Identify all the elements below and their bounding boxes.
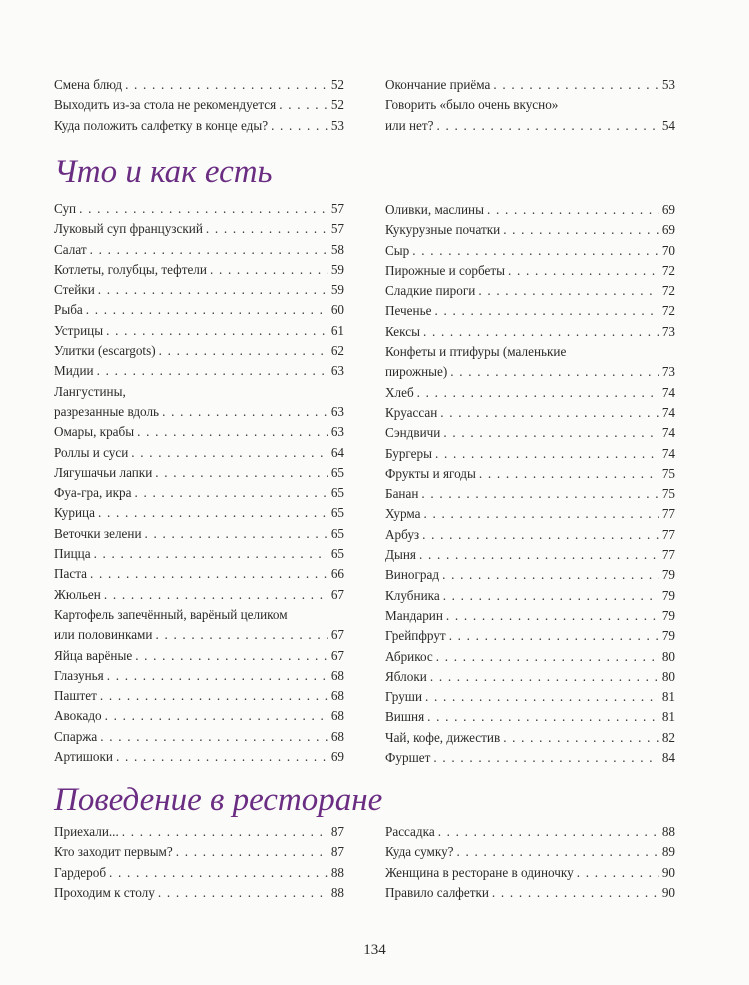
toc-entry: [54, 300, 344, 320]
toc-entry: [385, 504, 675, 524]
toc-entry: [54, 382, 344, 423]
dot-leader: [503, 728, 659, 748]
toc-entry: [385, 647, 675, 667]
dot-leader: [435, 444, 659, 464]
toc-entry-title: Яйца варёные: [54, 647, 133, 663]
toc-entry: [385, 75, 675, 95]
dot-leader: [577, 863, 659, 883]
toc-entry: [385, 261, 675, 281]
toc-top-right-column: [385, 75, 675, 136]
toc-entry-title: Куда положить салфетку в конце еды?: [54, 117, 269, 133]
toc-entry-page: 79: [661, 607, 675, 623]
toc-entry: [54, 422, 344, 442]
toc-entry: [54, 95, 344, 115]
dot-leader: [210, 260, 328, 280]
toc-entry-title: Смена блюд: [54, 77, 123, 92]
dot-leader: [155, 463, 328, 483]
toc-entry-page: 68: [330, 728, 344, 744]
dot-leader: [417, 383, 659, 403]
toc-entry-title: Окончание приёма: [385, 77, 491, 92]
dot-leader: [503, 220, 659, 240]
toc-entry-page: 69: [330, 749, 344, 765]
dot-leader: [79, 199, 328, 219]
toc-entry: [54, 727, 344, 747]
dot-leader: [122, 822, 328, 842]
toc-entry-title: Банан: [385, 486, 419, 502]
page-number: 134: [363, 942, 386, 958]
toc-entry-title: Сэндвичи: [385, 425, 441, 441]
toc-entry-title: Фуа-гра, икра: [54, 485, 132, 501]
toc-entry: [385, 301, 675, 321]
toc-entry: [54, 199, 344, 219]
toc-entry-page: 72: [661, 262, 675, 278]
toc-entry-title: Омары, крабы: [54, 424, 135, 440]
toc-entry: [54, 75, 344, 95]
toc-entry-page: 80: [661, 668, 675, 684]
dot-leader: [271, 116, 328, 136]
toc-entry-page: 59: [330, 282, 344, 298]
toc-top-left-column: [54, 75, 344, 136]
dot-leader: [131, 443, 328, 463]
toc-entry: [385, 95, 675, 136]
toc-entry-title: Сыр: [385, 242, 410, 258]
toc-entry-page: 79: [661, 587, 675, 603]
toc-entry-page: 81: [661, 709, 675, 725]
dot-leader: [446, 606, 659, 626]
toc-entry-page: 63: [330, 403, 344, 419]
toc-entry-title: Сладкие пироги: [385, 283, 476, 299]
toc-entry-title: Круассан: [385, 404, 438, 420]
dot-leader: [419, 545, 659, 565]
toc-section2-left-column: [54, 822, 344, 903]
toc-entry-page: 77: [661, 526, 675, 542]
toc-entry-page: 74: [661, 404, 675, 420]
toc-entry-title: Куда сумку?: [385, 844, 454, 860]
dot-leader: [206, 219, 328, 239]
toc-entry-page: 53: [661, 77, 675, 92]
toc-entry-title: Глазунья: [54, 667, 104, 683]
toc-entry-page: 54: [661, 117, 675, 133]
toc-entry-page: 63: [330, 424, 344, 440]
toc-entry: [385, 687, 675, 707]
toc-entry: [54, 686, 344, 706]
toc-entry: [54, 666, 344, 686]
dot-leader: [90, 240, 328, 260]
toc-entry-title: Арбуз: [385, 526, 420, 542]
toc-entry-title: Луковый суп французский: [54, 221, 203, 237]
toc-entry-title: Картофель запечённый, варёный целиком: [54, 606, 288, 622]
dot-leader: [422, 525, 659, 545]
dot-leader: [134, 483, 327, 503]
toc-entry: [54, 524, 344, 544]
toc-entry: [385, 281, 675, 301]
toc-entry-title: Улитки (escargots): [54, 343, 156, 359]
toc-entry-title: Хлеб: [385, 384, 414, 400]
toc-entry-title: Мидии: [54, 363, 94, 379]
toc-entry-page: 80: [661, 648, 675, 664]
toc-entry-title: Фрукты и ягоды: [385, 465, 476, 481]
toc-entry: [385, 464, 675, 484]
toc-entry-title: Салат: [54, 241, 87, 257]
dot-leader: [159, 341, 328, 361]
toc-entry-title: Пирожные и сорбеты: [385, 262, 506, 278]
toc-entry-page: 69: [661, 202, 675, 217]
dot-leader: [425, 687, 659, 707]
toc-entry-page: 72: [661, 283, 675, 299]
toc-section1-right-column: [385, 200, 675, 768]
dot-leader: [155, 625, 327, 645]
toc-entry: [54, 822, 344, 842]
toc-entry-page: 74: [661, 425, 675, 441]
toc-entry-title: Рыба: [54, 302, 83, 318]
toc-entry: [385, 667, 675, 687]
toc-entry-title: Кто заходит первым?: [54, 844, 173, 860]
toc-entry: [54, 503, 344, 523]
toc-entry-title: Паштет: [54, 688, 97, 704]
toc-entry: [54, 361, 344, 381]
toc-entry-title: Кукурузные початки: [385, 222, 501, 238]
dot-leader: [478, 281, 658, 301]
toc-entry-title: Приехали...: [54, 824, 119, 839]
toc-entry: [385, 403, 675, 423]
toc-entry-page: 82: [661, 729, 675, 745]
toc-entry-title: Женщина в ресторане в одиночку: [385, 864, 574, 880]
toc-entry: [385, 863, 675, 883]
dot-leader: [100, 686, 328, 706]
toc-entry: [385, 220, 675, 240]
toc-entry-page: 88: [330, 884, 344, 900]
toc-entry: [385, 342, 675, 383]
toc-entry-title: Выходить из-за стола не рекомендуется: [54, 97, 277, 113]
toc-entry: [54, 544, 344, 564]
toc-entry-page: 65: [330, 464, 344, 480]
toc-entry-title: Фуршет: [385, 750, 431, 766]
toc-entry-page: 62: [330, 343, 344, 359]
toc-entry-page: 53: [330, 117, 344, 133]
dot-leader: [457, 842, 659, 862]
dot-leader: [412, 241, 659, 261]
toc-entry: [54, 706, 344, 726]
toc-entry-title: Роллы и суси: [54, 444, 129, 460]
toc-entry-title: Бургеры: [385, 445, 432, 461]
toc-entry-title: Вишня: [385, 709, 425, 725]
dot-leader: [135, 646, 328, 666]
dot-leader: [279, 95, 328, 115]
toc-entry: [54, 219, 344, 239]
dot-leader: [162, 402, 328, 422]
section-heading-what-and-how-to-eat: Что и как есть: [54, 154, 273, 190]
dot-leader: [436, 647, 659, 667]
toc-entry-page: 88: [661, 824, 675, 839]
toc-entry: [54, 240, 344, 260]
toc-entry-title: Оливки, маслины: [385, 202, 484, 217]
toc-entry-page: 73: [661, 364, 675, 380]
dot-leader: [176, 842, 328, 862]
toc-entry-page: 87: [330, 824, 344, 839]
toc-entry-page: 60: [330, 302, 344, 318]
toc-entry-page: 65: [330, 485, 344, 501]
toc-entry: [54, 463, 344, 483]
toc-section1-left-column: [54, 199, 344, 767]
toc-entry-title: Лангустины,: [54, 383, 126, 399]
toc-entry-page: 67: [330, 647, 344, 663]
dot-leader: [450, 362, 659, 382]
dot-leader: [423, 322, 659, 342]
toc-entry-page: 73: [661, 323, 675, 339]
toc-entry-title: Лягушачьи лапки: [54, 464, 153, 480]
toc-entry: [54, 483, 344, 503]
toc-entry: [54, 747, 344, 767]
dot-leader: [442, 565, 659, 585]
dot-leader: [433, 748, 658, 768]
dot-leader: [125, 75, 328, 95]
dot-leader: [109, 863, 328, 883]
toc-entry-page: 68: [330, 688, 344, 704]
toc-entry: [54, 443, 344, 463]
toc-entry: [385, 423, 675, 443]
toc-entry-page: 75: [661, 486, 675, 502]
dot-leader: [137, 422, 328, 442]
toc-entry-page: 89: [661, 844, 675, 860]
toc-entry-title: Проходим к столу: [54, 884, 155, 900]
dot-leader: [90, 564, 328, 584]
toc-entry-title: Грейпфрут: [385, 628, 446, 644]
toc-entry-title: Правило салфетки: [385, 884, 489, 900]
toc-entry-title-continued: разрезанные вдоль: [54, 403, 160, 419]
toc-entry-title-continued: пирожные): [385, 364, 448, 380]
toc-entry: [385, 565, 675, 585]
dot-leader: [443, 586, 659, 606]
toc-entry-page: 90: [661, 884, 675, 900]
toc-entry-page: 64: [330, 444, 344, 460]
toc-entry: [54, 280, 344, 300]
dot-leader: [440, 403, 659, 423]
dot-leader: [158, 883, 328, 903]
toc-entry-page: 67: [330, 627, 344, 643]
dot-leader: [145, 524, 328, 544]
toc-entry: [385, 586, 675, 606]
dot-leader: [427, 707, 659, 727]
toc-entry-title: Груши: [385, 689, 423, 705]
toc-entry-page: 68: [330, 708, 344, 724]
toc-entry: [54, 605, 344, 646]
toc-entry-page: 75: [661, 465, 675, 481]
toc-entry-title: Устрицы: [54, 322, 104, 338]
toc-entry-page: 72: [661, 303, 675, 319]
toc-entry-title: Абрикос: [385, 648, 433, 664]
toc-entry-page: 57: [330, 221, 344, 237]
toc-entry-title: Печенье: [385, 303, 432, 319]
dot-leader: [437, 116, 659, 136]
toc-entry-page: 52: [330, 97, 344, 113]
toc-entry-page: 66: [330, 566, 344, 582]
toc-entry-title: Говорить «было очень вкусно»: [385, 97, 559, 113]
toc-entry: [385, 545, 675, 565]
toc-entry-page: 79: [661, 567, 675, 583]
toc-section2-right-column: [385, 822, 675, 903]
dot-leader: [98, 503, 328, 523]
dot-leader: [479, 464, 659, 484]
toc-entry-title: Паста: [54, 566, 88, 582]
toc-entry: [385, 444, 675, 464]
toc-entry-page: 59: [330, 261, 344, 277]
dot-leader: [104, 585, 328, 605]
dot-leader: [423, 504, 658, 524]
toc-entry-page: 65: [330, 525, 344, 541]
dot-leader: [487, 200, 659, 220]
dot-leader: [105, 706, 328, 726]
toc-entry: [385, 842, 675, 862]
dot-leader: [107, 666, 328, 686]
dot-leader: [86, 300, 328, 320]
toc-entry: [385, 383, 675, 403]
toc-entry: [385, 707, 675, 727]
toc-entry-title: Артишоки: [54, 749, 113, 765]
toc-entry-title: Кексы: [385, 323, 420, 339]
toc-entry-title: Дыня: [385, 547, 416, 563]
toc-entry-title: Хурма: [385, 506, 421, 522]
toc-entry-title: Чай, кофе, дижестив: [385, 729, 501, 745]
dot-leader: [94, 544, 328, 564]
toc-entry-page: 63: [330, 363, 344, 379]
toc-entry-page: 74: [661, 445, 675, 461]
toc-entry: [385, 606, 675, 626]
toc-entry-page: 52: [330, 77, 344, 92]
toc-entry-title: Клубника: [385, 587, 440, 603]
toc-entry: [54, 842, 344, 862]
dot-leader: [449, 626, 659, 646]
toc-entry: [54, 564, 344, 584]
toc-entry: [385, 626, 675, 646]
toc-entry-title: Веточки зелени: [54, 525, 142, 541]
toc-entry: [54, 116, 344, 136]
toc-entry-title: Гардероб: [54, 864, 107, 880]
toc-entry-page: 84: [661, 750, 675, 766]
toc-entry-title: Пицца: [54, 546, 91, 562]
toc-entry: [385, 883, 675, 903]
toc-entry: [54, 260, 344, 280]
toc-entry-page: 77: [661, 506, 675, 522]
section-heading-restaurant-behavior: Поведение в ресторане: [54, 782, 383, 818]
toc-entry-title: Суп: [54, 201, 77, 216]
toc-entry: [385, 525, 675, 545]
toc-entry-page: 57: [330, 201, 344, 216]
dot-leader: [421, 484, 658, 504]
toc-entry-page: 70: [661, 242, 675, 258]
toc-entry-title: Яблоки: [385, 668, 427, 684]
toc-entry-title: Котлеты, голубцы, тефтели: [54, 261, 207, 277]
toc-entry-page: 67: [330, 586, 344, 602]
toc-entry-page: 87: [330, 844, 344, 860]
dot-leader: [443, 423, 658, 443]
toc-entry-page: 65: [330, 505, 344, 521]
toc-entry-page: 90: [661, 864, 675, 880]
toc-entry: [54, 863, 344, 883]
toc-entry-page: 69: [661, 222, 675, 238]
dot-leader: [438, 822, 659, 842]
toc-entry-page: 74: [661, 384, 675, 400]
toc-entry-page: 81: [661, 689, 675, 705]
toc-entry-page: 65: [330, 546, 344, 562]
dot-leader: [97, 361, 328, 381]
toc-entry-page: 88: [330, 864, 344, 880]
toc-entry: [54, 341, 344, 361]
toc-entry: [385, 728, 675, 748]
toc-entry-title: Жюльен: [54, 586, 101, 602]
dot-leader: [492, 883, 659, 903]
dot-leader: [100, 727, 328, 747]
toc-entry-title-continued: или половинками: [54, 627, 153, 643]
toc-entry-page: 68: [330, 667, 344, 683]
toc-entry-title: Виноград: [385, 567, 440, 583]
toc-entry: [385, 241, 675, 261]
toc-entry: [54, 585, 344, 605]
toc-entry: [385, 484, 675, 504]
toc-entry-page: 79: [661, 628, 675, 644]
toc-entry: [385, 822, 675, 842]
dot-leader: [434, 301, 658, 321]
toc-entry: [385, 322, 675, 342]
toc-entry: [385, 200, 675, 220]
toc-entry-page: 58: [330, 241, 344, 257]
toc-entry-title-continued: или нет?: [385, 117, 434, 133]
dot-leader: [106, 321, 328, 341]
toc-entry: [54, 646, 344, 666]
toc-entry-title: Стейки: [54, 282, 95, 298]
toc-entry-title: Рассадка: [385, 824, 435, 839]
dot-leader: [430, 667, 659, 687]
dot-leader: [98, 280, 328, 300]
toc-entry: [54, 321, 344, 341]
toc-entry: [385, 748, 675, 768]
toc-entry-page: 77: [661, 547, 675, 563]
toc-entry-title: Авокадо: [54, 708, 102, 724]
dot-leader: [508, 261, 659, 281]
toc-entry-title: Конфеты и птифуры (маленькие: [385, 344, 567, 360]
dot-leader: [493, 75, 658, 95]
toc-entry-title: Спаржа: [54, 728, 98, 744]
toc-entry-title: Мандарин: [385, 607, 443, 623]
toc-entry: [54, 883, 344, 903]
dot-leader: [116, 747, 328, 767]
toc-entry-page: 61: [330, 322, 344, 338]
toc-entry-title: Курица: [54, 505, 95, 521]
